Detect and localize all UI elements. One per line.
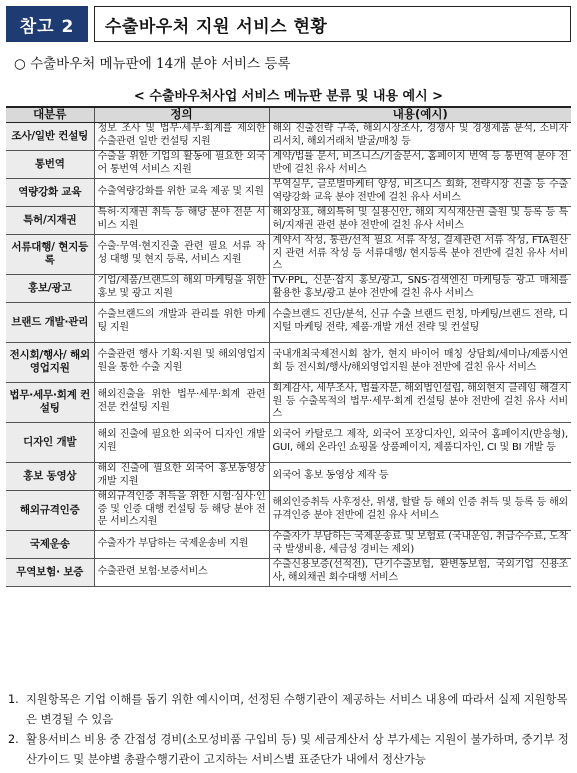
page-header xyxy=(6,6,571,42)
table-row xyxy=(6,234,571,274)
footnote xyxy=(8,730,570,770)
row-category: 역량강화 교육 xyxy=(6,178,94,206)
footnote-text: 활용서비스 비용 중 간접성 경비(소모성비품 구입비 등) 및 세금계산서 상 부가세는 지원이 불가하며, 중기부 정산가이드 및 분야별 총괄수행기관이 고지하는 서비스별 표준단가 내에서 정산가능 xyxy=(26,733,569,766)
row-example: 수출브랜드 진단/분석, 신규 수출 브랜드 런칭, 마케팅/브랜드 전략, 디지털 마케팅 전략, 제품·개발 개선 전략 및 컨설팅 xyxy=(269,302,571,342)
row-example: 계약/법률 문서, 비즈니스/기술문서, 홈페이지 번역 등 통번역 분야 전반에 걸친 유사 서비스 xyxy=(269,150,571,178)
row-example: 외국어 카탈로그 제작, 외국어 포장디자인, 외국어 홈페이지(반응형), GUI, 해외 온라인 쇼핑몰 상품페이지, 제품디자인, CI 및 BI 개발 등 xyxy=(269,422,571,462)
row-category: 법무·세무·회계 컨설팅 xyxy=(6,382,94,422)
row-category: 서류대행/ 현지등록 xyxy=(6,234,94,274)
footnote-text: 지원항목은 기업 이해를 돕기 위한 예시이며, 선정된 수행기관이 제공하는 서비스 내용에 따라서 실제 지원항목은 변경될 수 있음 xyxy=(26,693,568,726)
row-example: 계약서 작성, 통관/선적 필요 서류 작성, 결제관련 서류 작성, FTA원산지 관련 서류 작성 등 서류대행/ 현지등록 분야 전반에 걸친 유사 서비스 xyxy=(269,234,571,274)
table-row xyxy=(6,122,571,150)
row-example: 해외 진출전략 구축, 해외시장조사, 경쟁사 및 경쟁제품 분석, 소비자 리서치, 해외거래처 발굴/매칭 등 xyxy=(269,122,571,150)
row-definition: 특허·지재권 취득 등 해당 분야 전문 서비스 지원 xyxy=(94,206,269,234)
row-category: 디자인 개발 xyxy=(6,422,94,462)
table-row xyxy=(6,150,571,178)
row-definition: 정보 조사 및 법무·세무·회계를 제외한 수출관련 일반 컨설팅 지원 xyxy=(94,122,269,150)
header-category: 대분류 xyxy=(6,107,94,122)
row-category: 홍보 동영상 xyxy=(6,462,94,490)
row-definition: 수출자가 부담하는 국제운송비 지원 xyxy=(94,530,269,558)
table-row xyxy=(6,342,571,382)
table-caption: < 수출바우처사업 서비스 메뉴판 분류 및 내용 예시 > xyxy=(133,89,444,104)
row-definition: 기업/제품/브랜드의 해외 마케팅을 위한 홍보 및 광고 지원 xyxy=(94,274,269,302)
row-example: 해외상표, 해외특허 및 실용신안, 해외 지식재산권 출원 및 등록 등 특허/지재권 관련 분야 전반에 걸친 유사 서비스 xyxy=(269,206,571,234)
footnote-number: 1. xyxy=(8,693,19,706)
row-example: TV·PPL, 신문·잡지 홍보/광고, SNS·검색엔진 마케팅등 광고 매체를 활용한 홍보/광고 분야 전반에 걸친 유사 서비스 xyxy=(269,274,571,302)
service-menu-table xyxy=(6,106,571,587)
reference-badge: 참고 2 xyxy=(6,6,88,42)
table-row xyxy=(6,382,571,422)
table-row xyxy=(6,302,571,342)
row-category: 조사/일반 컨설팅 xyxy=(6,122,94,150)
row-category: 통번역 xyxy=(6,150,94,178)
intro-text: ○ 수출바우처 메뉴판에 14개 분야 서비스 등록 xyxy=(14,56,291,72)
table-row xyxy=(6,206,571,234)
table-row xyxy=(6,274,571,302)
row-category: 홍보/광고 xyxy=(6,274,94,302)
page-title: 수출바우처 지원 서비스 현황 xyxy=(94,6,571,42)
row-definition: 수출·무역·현지진출 관련 필요 서류 작성 대행 및 현지 등록, 서비스 지원 xyxy=(94,234,269,274)
footnote xyxy=(8,690,570,730)
table-row xyxy=(6,462,571,490)
row-example: 수출자가 부담하는 국제운송료 및 보험료 (국내운임, 취급수수료, 도착국 발생비용, 세금성 경비는 제외) xyxy=(269,530,571,558)
row-example: 회계감사, 세무조사, 법률자문, 해외법인설립, 해외현지 클레임 해결지원 등 수출목적의 법무·세무·회계 컨설팅 분야 전반에 걸친 유사 서비스 xyxy=(269,382,571,422)
row-example: 외국어 홍보 동영상 제작 등 xyxy=(269,462,571,490)
row-definition: 수출관련 보험·보증서비스 xyxy=(94,558,269,586)
footnotes xyxy=(8,690,570,770)
header-example: 내용(예시) xyxy=(269,107,571,122)
row-example: 국내개최국제전시회 참가, 현지 바이어 매칭 상담회/세미나/제품시연회 등 전시회/행사/해외영업지원 분야 전반에 걸친 유사 서비스 xyxy=(269,342,571,382)
table-row xyxy=(6,530,571,558)
header-definition: 정의 xyxy=(94,107,269,122)
row-example: 무역실무, 글로벌마케터 양성, 비즈니스 회화, 전략시장 진출 등 수출 역량강화 교육 분야 전반에 걸친 유사 서비스 xyxy=(269,178,571,206)
row-definition: 수출관련 행사 기획·지원 및 해외영업지원을 통한 수출 지원 xyxy=(94,342,269,382)
row-category: 특허/지재권 xyxy=(6,206,94,234)
row-category: 브랜드 개발·관리 xyxy=(6,302,94,342)
footnote-number: 2. xyxy=(8,733,19,746)
row-definition: 해외규격인증 취득을 위한 시험·심사·인증 및 인증 대행 컨설팅 등 해당 분야 전문 서비스지원 xyxy=(94,490,269,530)
row-category: 무역보험· 보증 xyxy=(6,558,94,586)
row-definition: 해외 진출에 필요한 외국어 디자인 개발 지원 xyxy=(94,422,269,462)
row-category: 전시회/행사/ 해외영업지원 xyxy=(6,342,94,382)
table-row xyxy=(6,178,571,206)
row-definition: 수출역량강화를 위한 교육 제공 및 지원 xyxy=(94,178,269,206)
table-row xyxy=(6,490,571,530)
row-category: 해외규격인증 xyxy=(6,490,94,530)
row-category: 국제운송 xyxy=(6,530,94,558)
row-definition: 해외진출을 위한 법무·세무·회계 관련 전문 컨설팅 지원 xyxy=(94,382,269,422)
row-example: 수출신용보증(선적전), 단기수출보험, 환변동보험, 국외기업 신용조사, 해외채권 회수대행 서비스 xyxy=(269,558,571,586)
row-definition: 수출브랜드의 개발과 관리를 위한 마케팅 지원 xyxy=(94,302,269,342)
row-example: 해외인증취득 사후정산, 위생, 할랄 등 해외 인증 취득 및 등록 등 해외규격인증 분야 전반에 걸친 유사 서비스 xyxy=(269,490,571,530)
row-definition: 수출을 위한 기업의 활동에 필요한 외국어 통번역 서비스 지원 xyxy=(94,150,269,178)
table-header-row xyxy=(6,107,571,122)
table-row xyxy=(6,422,571,462)
row-definition: 해외 진출에 필요한 외국어 홍보동영상 개발 지원 xyxy=(94,462,269,490)
table-row xyxy=(6,558,571,586)
